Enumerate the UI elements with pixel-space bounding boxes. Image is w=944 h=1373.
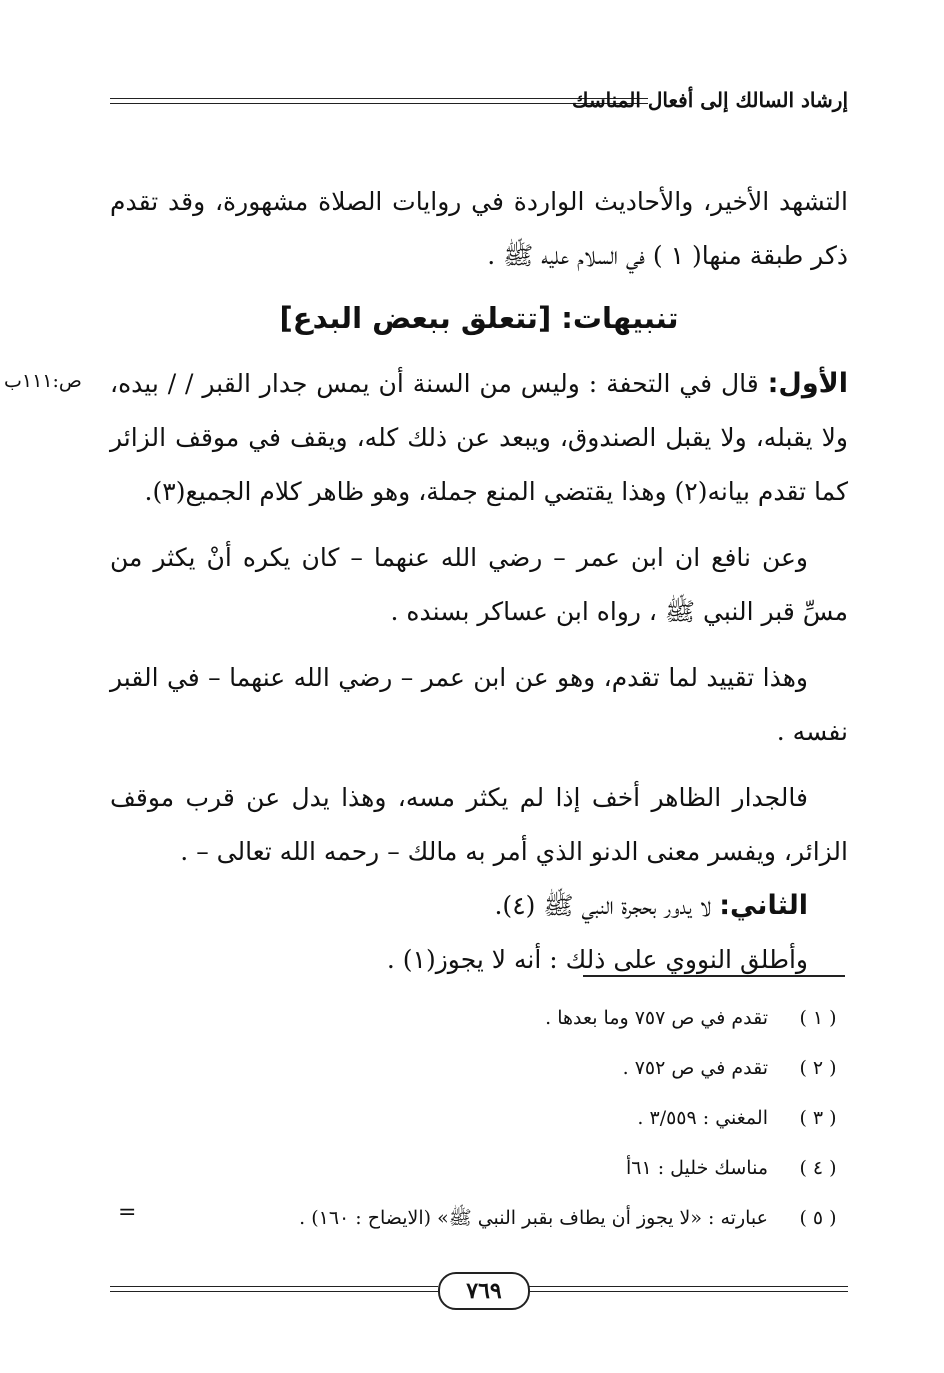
footnote-separator (583, 975, 845, 977)
footnote-3 (110, 1100, 848, 1150)
paragraph-7: وأطلق النووي على ذلك : أنه لا يجوز(١) . (386, 945, 808, 974)
footnote-text: المغني : ٣/٥٥٩ . (637, 1107, 768, 1129)
paragraph-3: وعن نافع ان ابن عمر – رضي الله عنهما – كان يكره أنْ يكثر من مسِّ قبر النبي ﷺ ، رواه ابن عساكر بسنده . (110, 543, 848, 626)
page-footer (110, 1270, 848, 1310)
paragraph-1: التشهد الأخير، والأحاديث الواردة في روايات الصلاة مشهورة، وقد تقدم ذكر طبقة منها( ١ ) في السلام عليه ﷺ . (110, 187, 848, 270)
margin-note: ص:١١١ب (4, 370, 82, 392)
paragraph-5: فالجدار الظاهر أخف إذا لم يكثر مسه، وهذا يدل عن قرب موقف الزائر، ويفسر معنى الدنو الذي أمر به مالك – رحمه الله تعالى – . (110, 783, 848, 866)
footnote-5 (110, 1200, 848, 1250)
paragraph-2-lead: الأول: (767, 368, 848, 399)
footnote-4 (110, 1150, 848, 1200)
footnote-number: ( ٢ ) (799, 1057, 837, 1079)
footnote-text: عبارته : «لا يجوز أن يطاف بقبر النبي ﷺ» (الايضاح : ١٦٠) . (299, 1207, 768, 1229)
footnotes (110, 1000, 848, 1250)
paragraph-6-text: لا يدور بحجرة النبي ﷺ (٤). (494, 891, 720, 920)
footnote-number: ( ١ ) (799, 1007, 837, 1029)
footnote-number: ( ٣ ) (799, 1107, 837, 1129)
section-heading: تنبيهات: [تتعلق ببعض البدع] (279, 301, 679, 335)
paragraph-2 (110, 357, 848, 519)
footnote-text: تقدم في ص ٧٥٧ وما بعدها . (545, 1007, 768, 1029)
paragraph-4: وهذا تقييد لما تقدم، وهو عن ابن عمر – رضي الله عنهما – في القبر نفسه . (110, 663, 848, 746)
paragraph-6 (110, 879, 848, 933)
continuation-mark: = (118, 1200, 137, 1225)
paragraph-2-text: قال في التحفة : وليس من السنة أن يمس جدار القبر / / بيده، ولا يقبله، ولا يقبل الصندوق، ويبعد عن ذلك كله، ويقف في موقف الزائر كما تقدم بيانه(٢) وهذا يقتضي المنع جملة، وهو ظاهر كلام الجميع(٣). (110, 369, 848, 506)
footnote-text: مناسك خليل : ٦١أ (625, 1157, 768, 1179)
page-number: ٧٦٩ (438, 1272, 530, 1310)
footnote-2 (110, 1050, 848, 1100)
header-title: إرشاد السالك إلى أفعال المناسك (571, 88, 848, 112)
footnote-number: ( ٥ ) (799, 1207, 837, 1229)
paragraph-6-lead: الثاني: (719, 890, 808, 921)
footnote-text: تقدم في ص ٧٥٢ . (622, 1057, 768, 1079)
footer-rule-right (526, 1286, 848, 1292)
footnote-1 (110, 1000, 848, 1050)
footnote-number: ( ٤ ) (799, 1157, 837, 1179)
running-header (110, 86, 848, 120)
main-text (110, 175, 848, 987)
header-rule (110, 98, 648, 104)
footer-rule-left (110, 1286, 438, 1292)
